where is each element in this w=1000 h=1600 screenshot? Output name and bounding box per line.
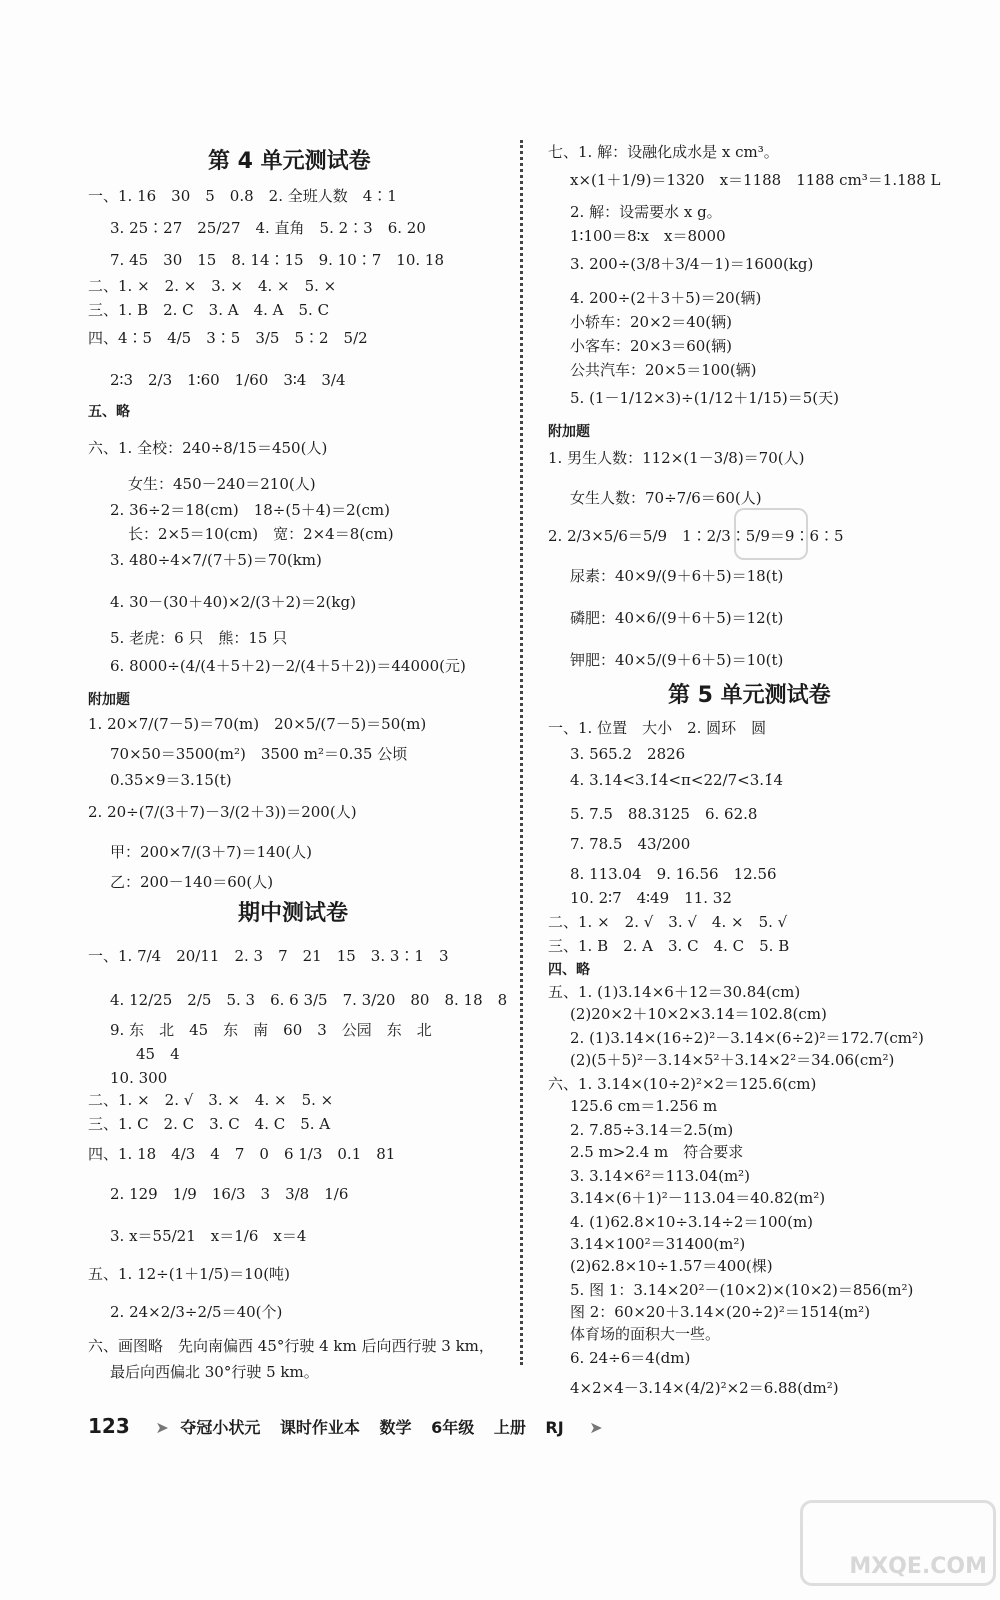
answer-line: 1. 20×7/(7－5)＝70(m) 20×5/(7－5)＝50(m) xyxy=(88,715,427,733)
answer-line: 女生：450－240＝210(人) xyxy=(128,475,316,493)
page-footer xyxy=(88,1414,609,1438)
answer-line: 长：2×5＝10(cm) 宽：2×4＝8(cm) xyxy=(128,525,394,543)
section-heading: 四、略 xyxy=(548,962,590,978)
answer-line: 3. 480÷4×7/(7＋5)＝70(km) xyxy=(110,551,322,569)
section-title: 期中测试卷 xyxy=(238,901,349,926)
answer-line: 三、1. B 2. A 3. C 4. C 5. B xyxy=(548,937,790,955)
footer-series: 课时作业本 xyxy=(279,1418,360,1437)
answer-line: (2)62.8×10÷1.57＝400(棵) xyxy=(570,1257,773,1275)
answer-line: 45 4 xyxy=(136,1045,180,1063)
arrow-icon: ➤ xyxy=(589,1418,603,1437)
answer-line: 二、1. × 2. √ 3. √ 4. × 5. √ xyxy=(548,913,788,931)
answer-line: 4. 12/25 2/5 5. 3 6. 6 3/5 7. 3/20 80 8. 18 8 xyxy=(110,991,508,1009)
answer-line: 2. 20÷(7/(3＋7)－3/(2＋3))＝200(人) xyxy=(88,803,357,821)
answer-line: 2. 解：设需要水 x g。 xyxy=(570,203,722,221)
answer-line: 3.14×(6＋1)²－113.04＝40.82(m²) xyxy=(570,1189,826,1207)
footer-brand: 夺冠小状元 xyxy=(180,1418,261,1437)
section-heading: 附加题 xyxy=(548,424,590,440)
watermark-logo-text: MXQE.COM xyxy=(849,1554,987,1579)
seal-stamp xyxy=(734,508,808,560)
answer-line: 8. 113.04 9. 16.56 12.56 xyxy=(570,865,777,883)
answer-line: 一、1. 位置 大小 2. 圆环 圆 xyxy=(548,719,767,737)
answer-line: 1∶100＝8∶x x＝8000 xyxy=(570,227,726,245)
answer-line: 乙：200－140＝60(人) xyxy=(110,873,274,891)
answer-line: 六、1. 全校：240÷8/15＝450(人) xyxy=(88,439,328,457)
answer-line: 4. (1)62.8×10÷3.14÷2＝100(m) xyxy=(570,1213,814,1231)
answer-line: 0.35×9＝3.15(t) xyxy=(110,771,232,789)
answer-line: 3. 200÷(3/8＋3/4－1)＝1600(kg) xyxy=(570,255,814,273)
answer-line: 125.6 cm＝1.256 m xyxy=(570,1097,718,1115)
answer-line: 9. 东 北 45 东 南 60 3 公园 东 北 xyxy=(110,1021,432,1039)
answer-line: 2∶3 2/3 1∶60 1/60 3∶4 3/4 xyxy=(110,371,346,389)
answer-line: 三、1. C 2. C 3. C 4. C 5. A xyxy=(88,1115,331,1133)
answer-line: 甲：200×7/(3＋7)＝140(人) xyxy=(110,843,312,861)
footer-volume: 上册 xyxy=(493,1418,526,1437)
answer-line: 二、1. × 2. × 3. × 4. × 5. × xyxy=(88,277,337,295)
answer-line: 小轿车：20×2＝40(辆) xyxy=(570,313,732,331)
answer-line: 5. 老虎：6 只 熊：15 只 xyxy=(110,629,288,647)
section-title: 第 4 单元测试卷 xyxy=(208,149,371,174)
answer-line: 3. 25∶27 25/27 4. 直角 5. 2∶3 6. 20 xyxy=(110,219,426,237)
page-number: 123 xyxy=(88,1414,130,1438)
answer-line: 10. 2∶7 4∶49 11. 32 xyxy=(570,889,732,907)
answer-line: 一、1. 16 30 5 0.8 2. 全班人数 4∶1 xyxy=(88,187,397,205)
answer-line: 2. 7.85÷3.14＝2.5(m) xyxy=(570,1121,734,1139)
answer-line: 3.14×100²＝31400(m²) xyxy=(570,1235,746,1253)
answer-line: (2)20×2＋10×2×3.14＝102.8(cm) xyxy=(570,1005,827,1023)
answer-line: 六、画图略 先向南偏西 45°行驶 4 km 后向西行驶 3 km， xyxy=(88,1337,494,1355)
footer-edition: RJ xyxy=(545,1418,564,1437)
answer-line: 二、1. × 2. √ 3. × 4. × 5. × xyxy=(88,1091,334,1109)
answer-line: 6. 8000÷(4/(4＋5＋2)－2/(4＋5＋2))＝44000(元) xyxy=(110,657,466,675)
answer-line: 2. 129 1/9 16/3 3 3/8 1/6 xyxy=(110,1185,349,1203)
answer-line: 最后向西偏北 30°行驶 5 km。 xyxy=(110,1363,319,1381)
answer-line: 图 2：60×20＋3.14×(20÷2)²＝1514(m²) xyxy=(570,1303,871,1321)
answer-line: 2. (1)3.14×(16÷2)²－3.14×(6÷2)²＝172.7(cm²) xyxy=(570,1029,924,1047)
answer-line: 六、1. 3.14×(10÷2)²×2＝125.6(cm) xyxy=(548,1075,817,1093)
answer-line: 七、1. 解：设融化成水是 x cm³。 xyxy=(548,143,779,161)
answer-line: 尿素：40×9/(9＋6＋5)＝18(t) xyxy=(570,567,784,585)
section-heading: 附加题 xyxy=(88,692,130,708)
answer-line: 10. 300 xyxy=(110,1069,168,1087)
answer-line: 磷肥：40×6/(9＋6＋5)＝12(t) xyxy=(570,609,784,627)
answer-line: (2)(5＋5)²－3.14×5²＋3.14×2²＝34.06(cm²) xyxy=(570,1051,895,1069)
answer-line: 女生人数：70÷7/6＝60(人) xyxy=(570,489,762,507)
answer-line: 4. 30－(30＋40)×2/(3＋2)＝2(kg) xyxy=(110,593,356,611)
answer-line: 三、1. B 2. C 3. A 4. A 5. C xyxy=(88,301,330,319)
answer-line: 小客车：20×3＝60(辆) xyxy=(570,337,732,355)
answer-line: 3. 3.14×6²＝113.04(m²) xyxy=(570,1167,751,1185)
answer-line: 钾肥：40×5/(9＋6＋5)＝10(t) xyxy=(570,651,784,669)
answer-line: 2. 2/3×5/6＝5/9 1∶2/3∶5/9＝9∶6∶5 xyxy=(548,527,844,545)
watermark-logo xyxy=(800,1500,996,1586)
answer-line: 四、4∶5 4/5 3∶5 3/5 5∶2 5/2 xyxy=(88,329,368,347)
answer-line: 公共汽车：20×5＝100(辆) xyxy=(570,361,757,379)
section-title: 第 5 单元测试卷 xyxy=(668,683,831,708)
answer-line: 5. (1－1/12×3)÷(1/12＋1/15)＝5(天) xyxy=(570,389,840,407)
answer-line: 2. 24×2/3÷2/5＝40(个) xyxy=(110,1303,283,1321)
answer-line: 4. 200÷(2＋3＋5)＝20(辆) xyxy=(570,289,762,307)
answer-line: 五、1. 12÷(1＋1/5)＝10(吨) xyxy=(88,1265,290,1283)
answer-line: 6. 24÷6＝4(dm) xyxy=(570,1349,691,1367)
answer-line: 一、1. 7/4 20/11 2. 3 7 21 15 3. 3∶1 3 xyxy=(88,947,449,965)
footer-subject: 数学 xyxy=(379,1418,412,1437)
answer-line: 2.5 m>2.4 m 符合要求 xyxy=(570,1143,744,1161)
answer-line: x×(1＋1/9)＝1320 x＝1188 1188 cm³＝1.188 L xyxy=(570,171,941,189)
footer-grade: 6年级 xyxy=(431,1418,475,1437)
section-heading: 五、略 xyxy=(88,404,130,420)
column-divider xyxy=(520,140,523,1365)
answer-line: 3. x＝55/21 x＝1/6 x＝4 xyxy=(110,1227,307,1245)
answer-line: 7. 78.5 43/200 xyxy=(570,835,691,853)
answer-line: 3. 565.2 2826 xyxy=(570,745,686,763)
answer-line: 体育场的面积大一些。 xyxy=(570,1325,721,1343)
answer-line: 四、1. 18 4/3 4 7 0 6 1/3 0.1 81 xyxy=(88,1145,396,1163)
answer-line: 5. 7.5 88.3125 6. 62.8 xyxy=(570,805,758,823)
answer-line: 7. 45 30 15 8. 14∶15 9. 10∶7 10. 18 xyxy=(110,251,445,269)
answer-line: 5. 图 1：3.14×20²－(10×2)×(10×2)＝856(m²) xyxy=(570,1281,914,1299)
arrow-icon: ➤ xyxy=(155,1418,169,1437)
answer-line: 4×2×4－3.14×(4/2)²×2＝6.88(dm²) xyxy=(570,1379,839,1397)
answer-line: 70×50＝3500(m²) 3500 m²＝0.35 公顷 xyxy=(110,745,408,763)
answer-line: 1. 男生人数：112×(1－3/8)＝70(人) xyxy=(548,449,805,467)
answer-line: 4. 3.14<3.1̇4̇<π<22/7<3.1̇4 xyxy=(570,771,784,789)
answer-line: 2. 36÷2＝18(cm) 18÷(5＋4)＝2(cm) xyxy=(110,501,391,519)
answer-line: 五、1. (1)3.14×6＋12＝30.84(cm) xyxy=(548,983,801,1001)
